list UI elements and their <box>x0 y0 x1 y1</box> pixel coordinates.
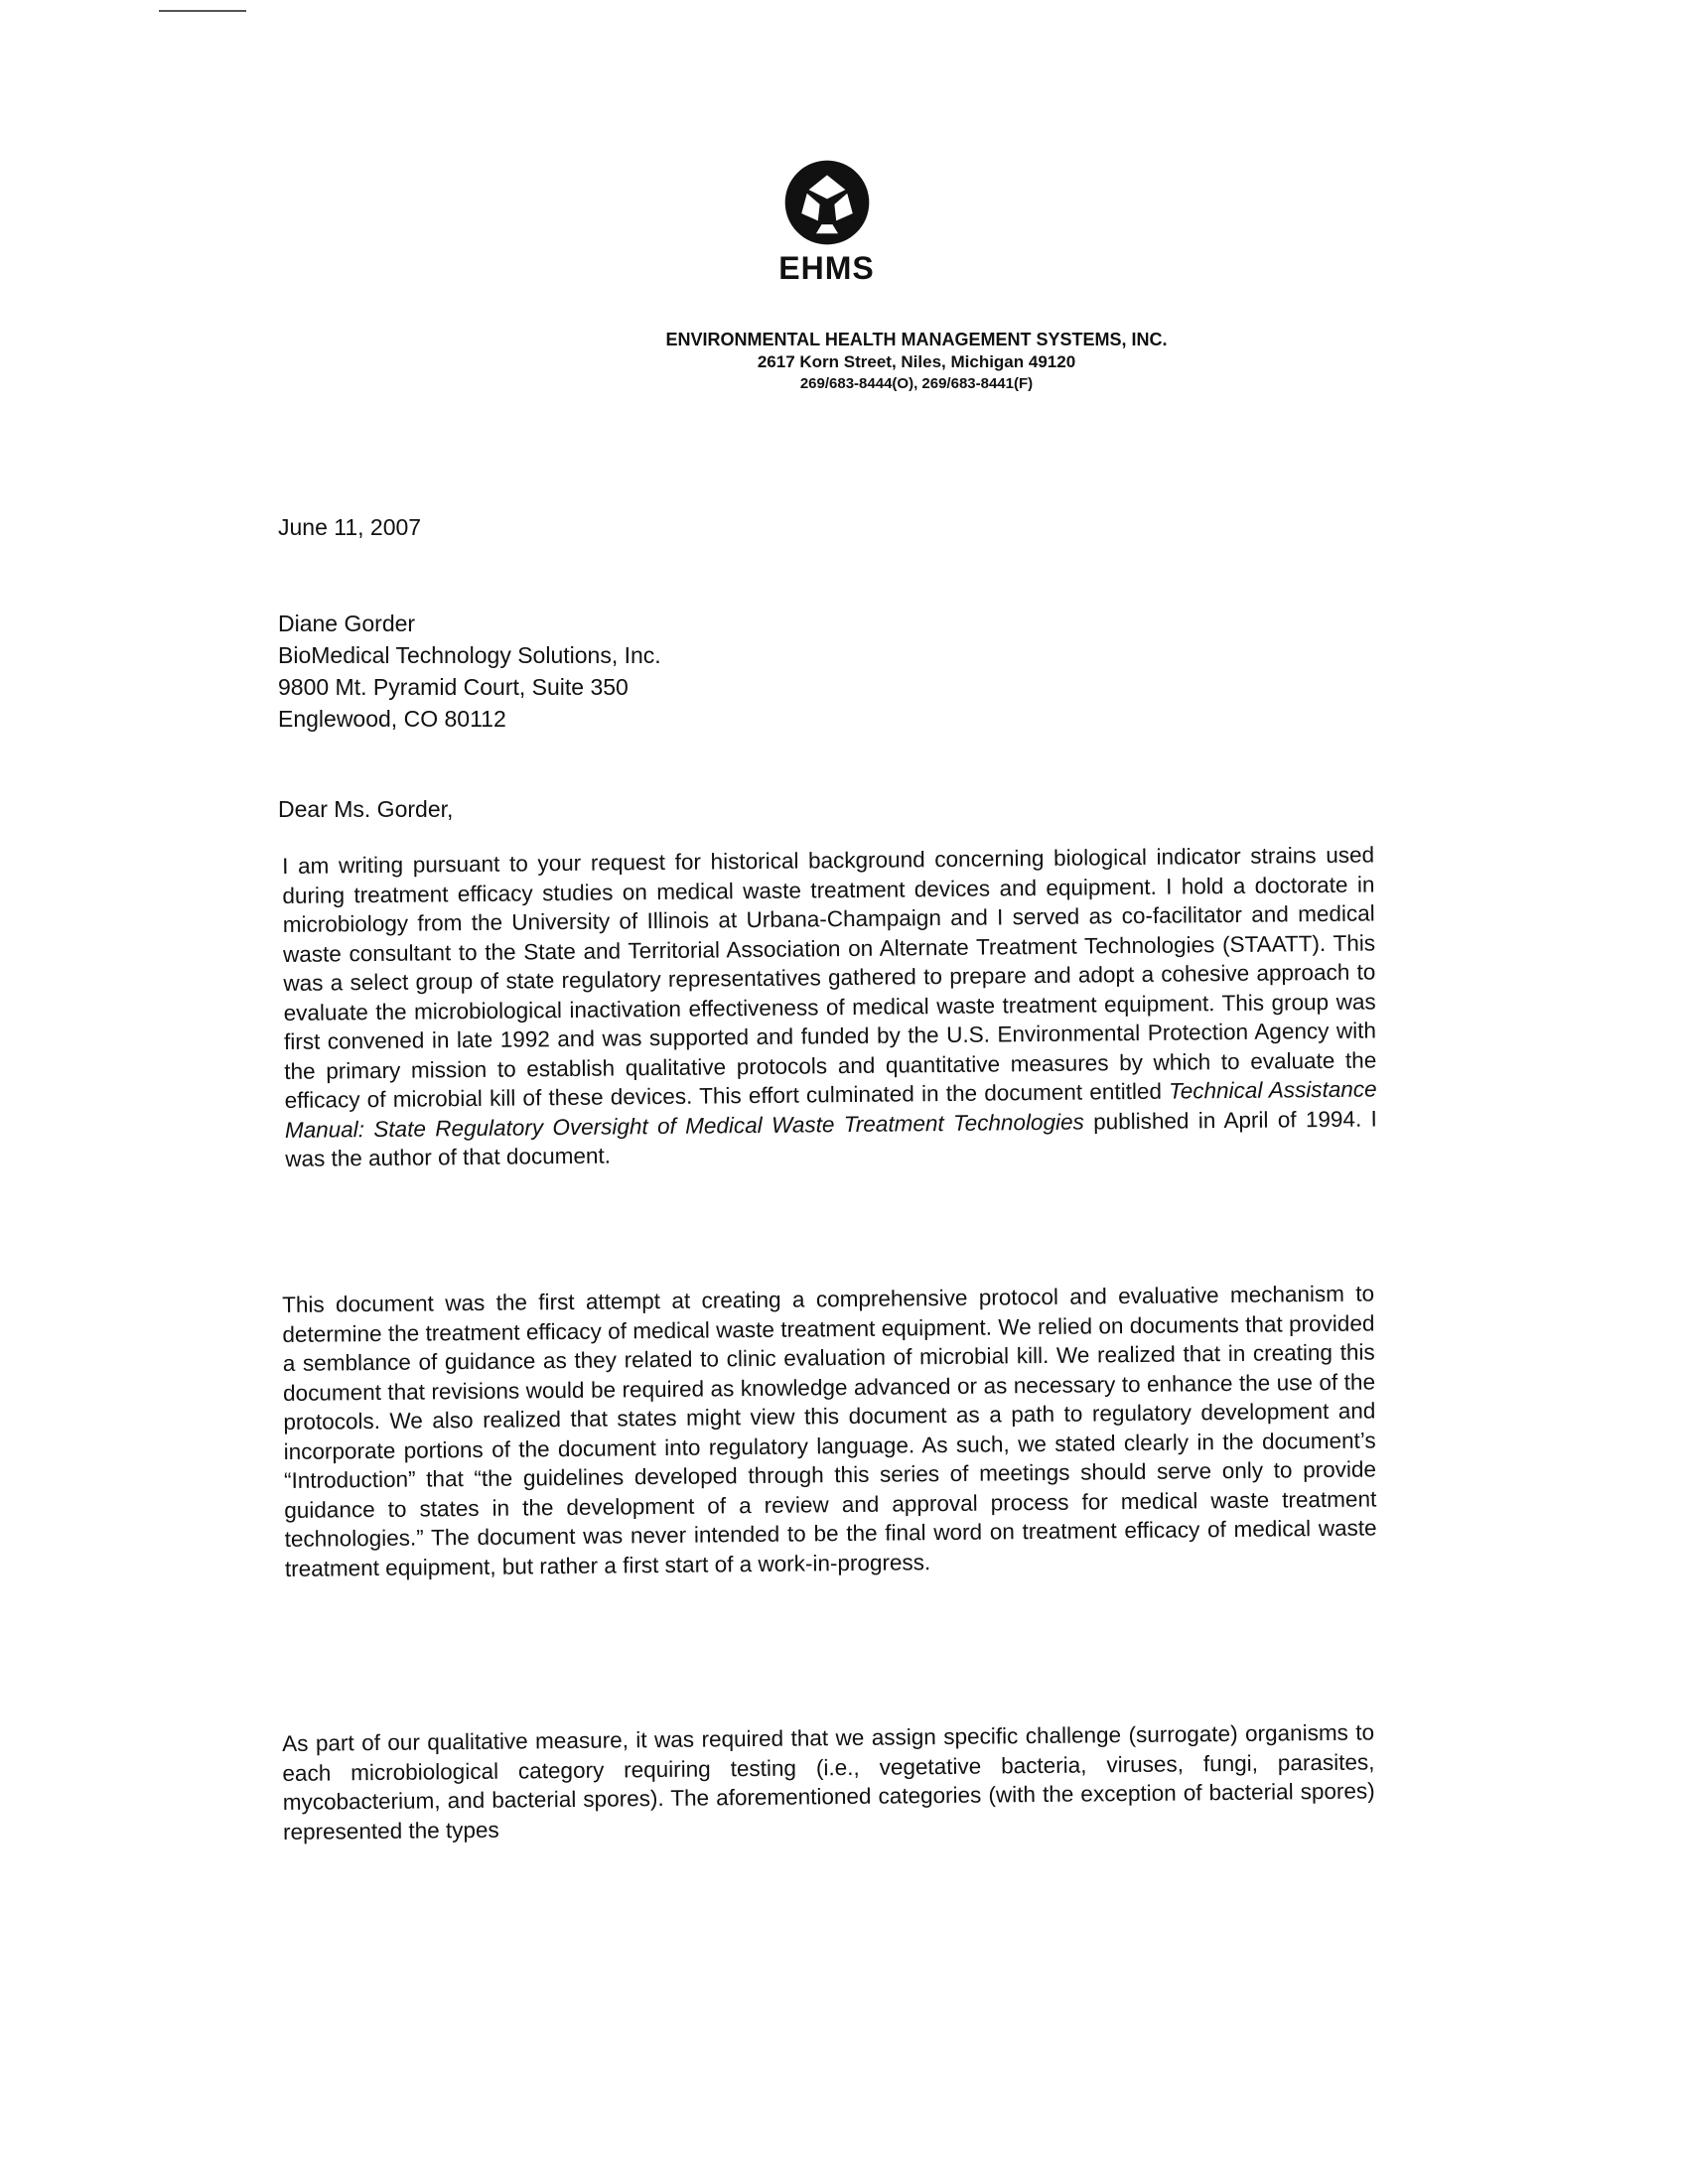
document-title: Technical Assistance Manual: State Regulatory Oversight of Medical Waste Treatment Technologies <box>284 1076 1377 1143</box>
company-phone: 269/683-8444(O), 269/683-8441(F) <box>799 375 1034 392</box>
company-logo <box>765 157 889 296</box>
scan-corner-mark <box>159 10 246 12</box>
recipient-street: 9800 Mt. Pyramid Court, Suite 350 <box>278 674 629 700</box>
recipient-block <box>278 608 661 735</box>
recipient-name: Diane Gorder <box>278 611 416 636</box>
paragraph-3-text: As part of our qualitative measure, it was required that we assign specific challenge (surrogate) organisms to each microbiological category requiring testing (i.e., vegetative bacteria, viruses, fungi, parasites, mycobacterium, and bacterial spores). The aforementioned categories (with the exception of bacterial spores) represented the types <box>282 1719 1375 1844</box>
salutation: Dear Ms. Gorder, <box>278 796 454 822</box>
body-paragraph-1 <box>282 840 1377 1173</box>
company-address: 2617 Korn Street, Niles, Michigan 49120 <box>757 352 1076 371</box>
paragraph-1-text-b: published in April of 1994. I was the author of that document. <box>285 1105 1377 1171</box>
paragraph-1-text-a: I am writing pursuant to your request for historical background concerning biological indicator strains used during treatment efficacy studies on medical waste treatment devices and equipment. I hold a doctorate in microbiology from the University of Illinois at Urbana-Champaign and I served as co-facilitator and medical waste consultant to the State and Territorial Association on Alternate Treatment Technologies (STAATT). This was a select group of state regulatory representatives gathered to prepare and adopt a cohesive approach to evaluate the microbiological inactivation effectiveness of medical waste treatment equipment. This group was first convened in late 1992 and was supported and funded by the U.S. Environmental Protection Agency with the primary mission to establish qualitative protocols and quantitative measures by which to evaluate the efficacy of microbial kill of these devices. This effort culminated in the document entitled <box>282 842 1377 1113</box>
company-name: ENVIRONMENTAL HEALTH MANAGEMENT SYSTEMS, INC. <box>665 330 1168 349</box>
logo-wordmark: EHMS <box>778 250 875 286</box>
letter-date: June 11, 2007 <box>278 514 422 540</box>
body-paragraph-3 <box>282 1717 1375 1846</box>
paragraph-2-text: This document was the first attempt at creating a comprehensive protocol and evaluative mechanism to determine the treatment efficacy of medical waste treatment equipment. We relied on documents that provided a semblance of guidance as they related to clinic evaluation of microbial kill. We realized that in creating this document that revisions would be required as knowledge advanced or as necessary to enhance the use of the protocols. We also realized that states might view this document as a path to regulatory development and incorporate portions of the document into regulatory language. As such, we stated clearly in the document’s “Introduction” that “the guidelines developed through this series of meetings should serve only to provide guidance to states in the development of a review and approval process for medical waste treatment technologies.” The document was never intended to be the final word on treatment efficacy of medical waste treatment equipment, but rather a first start of a work-in-progress. <box>282 1281 1377 1581</box>
body-paragraph-2 <box>282 1279 1377 1583</box>
recipient-city: Englewood, CO 80112 <box>278 706 506 732</box>
ehms-emblem-icon <box>781 157 873 248</box>
letterhead <box>0 328 1684 395</box>
recipient-company: BioMedical Technology Solutions, Inc. <box>278 642 661 668</box>
